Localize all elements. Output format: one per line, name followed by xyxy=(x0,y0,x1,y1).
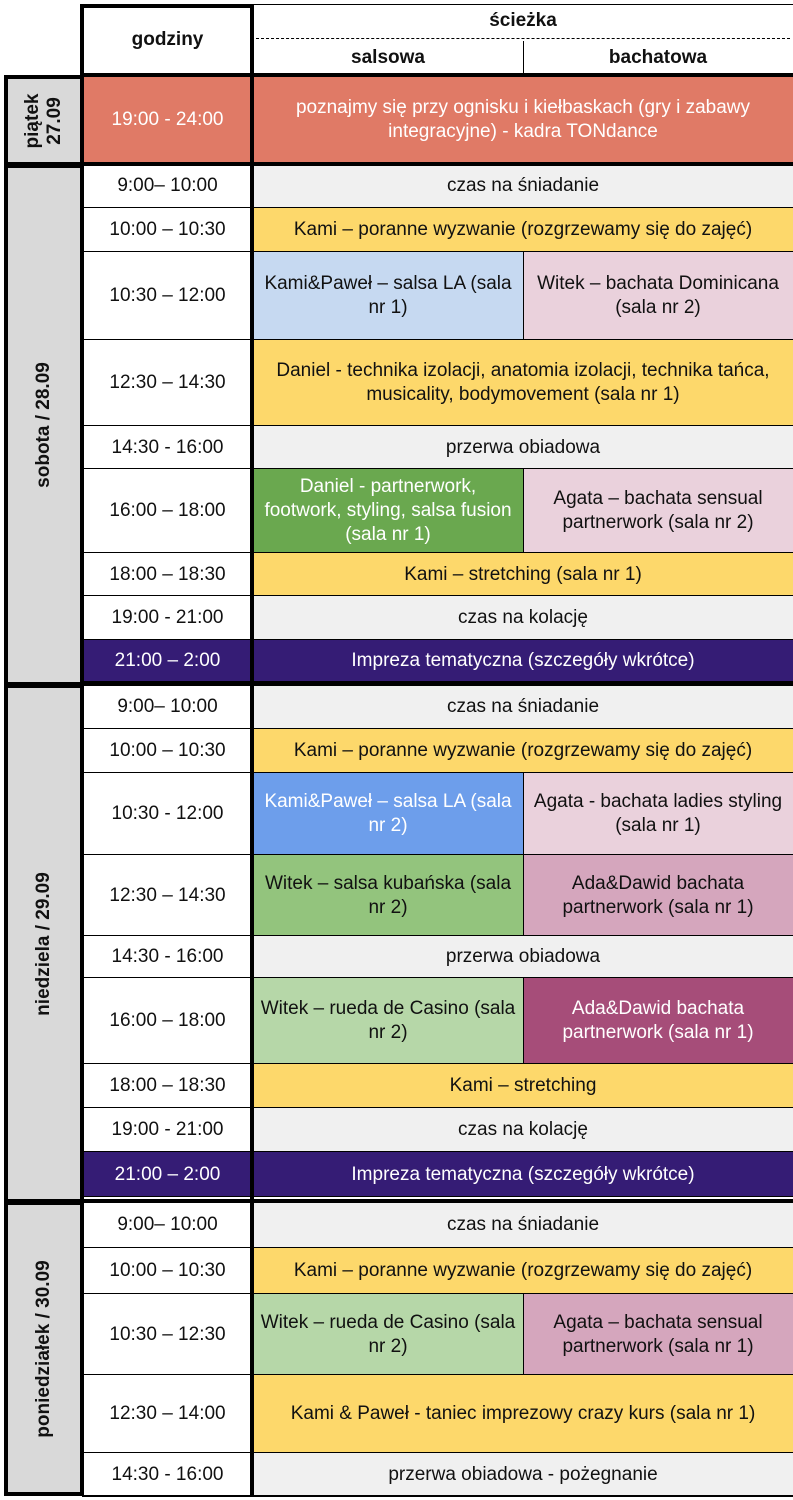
header-track: ścieżka xyxy=(489,10,557,31)
salsa-activity-cell: Witek – rueda de Casino (sala nr 2) xyxy=(253,978,523,1064)
track-divider xyxy=(523,978,524,1064)
time-cell: 21:00 – 2:00 xyxy=(82,640,253,682)
row-divider xyxy=(82,1496,793,1497)
activity-cell: Kami – poranne wyzwanie (rozgrzewamy się do zajęć) xyxy=(253,208,793,252)
salsa-activity-cell: Daniel - partnerwork, footwork, styling, salsa fusion (sala nr 1) xyxy=(253,469,523,553)
activity-cell: Impreza tematyczna (szczegóły wkrótce) xyxy=(253,1152,793,1197)
salsa-activity-cell: Witek – salsa kubańska (sala nr 2) xyxy=(253,855,523,936)
border-top-hours xyxy=(80,4,254,8)
time-cell: 12:30 – 14:30 xyxy=(82,340,253,426)
activity-cell: czas na kolację xyxy=(253,596,793,640)
activity-cell: poznajmy się przy ognisku i kiełbaskach (gry i zabawy integracyjne) - kadra TONdance xyxy=(253,75,793,164)
time-cell: 9:00– 10:00 xyxy=(82,1201,253,1248)
time-cell: 14:30 - 16:00 xyxy=(82,936,253,978)
bachata-activity-cell: Agata – bachata sensual partnerwork (sala nr 1) xyxy=(523,1294,793,1375)
time-cell: 9:00– 10:00 xyxy=(82,684,253,729)
time-cell: 12:30 – 14:00 xyxy=(82,1375,253,1453)
activity-cell: czas na kolację xyxy=(253,1108,793,1152)
salsa-activity-cell: Kami&Paweł – salsa LA (sala nr 2) xyxy=(253,773,523,855)
day-label-text: niedziela / 29.09 xyxy=(33,871,54,1016)
header-salsa: salsowa xyxy=(351,47,425,68)
border-day-3 xyxy=(4,1199,793,1203)
time-cell: 19:00 - 21:00 xyxy=(82,1108,253,1152)
border-bottom xyxy=(4,1495,793,1496)
salsa-activity-cell: Witek – rueda de Casino (sala nr 2) xyxy=(253,1294,523,1375)
bachata-activity-cell: Ada&Dawid bachata partnerwork (sala nr 1) xyxy=(523,978,793,1064)
day-label-text: sobota / 28.09 xyxy=(33,362,54,488)
border-left-time xyxy=(80,4,84,1496)
activity-cell: Kami & Paweł - taniec imprezowy crazy kurs (sala nr 1) xyxy=(253,1375,793,1453)
time-cell: 10:00 – 10:30 xyxy=(82,1248,253,1294)
time-cell: 14:30 - 16:00 xyxy=(82,1453,253,1497)
time-cell: 16:00 – 18:00 xyxy=(82,469,253,553)
activity-cell: Kami – poranne wyzwanie (rozgrzewamy się do zajęć) xyxy=(253,1248,793,1294)
day-label xyxy=(4,1201,84,1496)
border-left-activities xyxy=(250,4,254,1496)
border-top-track xyxy=(250,4,793,5)
day-label xyxy=(4,684,84,1203)
time-cell: 10:30 – 12:30 xyxy=(82,1294,253,1375)
track-divider xyxy=(523,252,524,340)
bachata-activity-cell: Agata - bachata ladies styling (sala nr 1) xyxy=(523,773,793,855)
activity-cell: czas na śniadanie xyxy=(253,1201,793,1248)
bachata-activity-cell: Witek – bachata Dominicana (sala nr 2) xyxy=(523,252,793,340)
activity-cell: Kami – stretching xyxy=(253,1064,793,1108)
header-column-divider xyxy=(523,41,524,74)
time-cell: 9:00– 10:00 xyxy=(82,164,253,208)
time-cell: 14:30 - 16:00 xyxy=(82,426,253,469)
bachata-activity-cell: Agata – bachata sensual partnerwork (sala nr 2) xyxy=(523,469,793,553)
activity-cell: Kami – stretching (sala nr 1) xyxy=(253,553,793,596)
time-cell: 10:30 – 12:00 xyxy=(82,252,253,340)
header-dashed-divider xyxy=(256,38,790,39)
time-cell: 19:00 - 21:00 xyxy=(82,596,253,640)
track-divider xyxy=(523,855,524,936)
day-label-text: poniedziałek / 30.09 xyxy=(33,1259,54,1438)
activity-cell: czas na śniadanie xyxy=(253,684,793,729)
row-divider xyxy=(82,1196,793,1197)
activity-cell: przerwa obiadowa - pożegnanie xyxy=(253,1453,793,1497)
activity-cell: przerwa obiadowa xyxy=(253,426,793,469)
activity-cell: przerwa obiadowa xyxy=(253,936,793,978)
track-divider xyxy=(523,1294,524,1375)
activity-cell: Daniel - technika izolacji, anatomia izolacji, technika tańca, musicality, bodymovement (sala nr 1) xyxy=(253,340,793,426)
header-hours: godziny xyxy=(131,29,204,50)
time-cell: 18:00 – 18:30 xyxy=(82,1064,253,1108)
salsa-activity-cell: Kami&Paweł – salsa LA (sala nr 1) xyxy=(253,252,523,340)
header-bachata: bachatowa xyxy=(608,47,708,68)
day-label-text: piątek 27.09 xyxy=(22,93,65,148)
activity-cell: Kami – poranne wyzwanie (rozgrzewamy się do zajęć) xyxy=(253,729,793,773)
time-cell: 12:30 – 14:30 xyxy=(82,855,253,936)
bachata-activity-cell: Ada&Dawid bachata partnerwork (sala nr 1) xyxy=(523,855,793,936)
border-header-bottom xyxy=(80,73,793,77)
track-divider xyxy=(523,773,524,855)
time-cell: 10:00 – 10:30 xyxy=(82,729,253,773)
border-day-1 xyxy=(4,162,793,166)
time-cell: 10:00 – 10:30 xyxy=(82,208,253,252)
day-label xyxy=(4,164,84,686)
border-day-2 xyxy=(4,682,793,686)
time-cell: 16:00 – 18:00 xyxy=(82,978,253,1064)
day-label xyxy=(4,75,84,166)
activity-cell: Impreza tematyczna (szczegóły wkrótce) xyxy=(253,640,793,682)
time-cell: 21:00 – 2:00 xyxy=(82,1152,253,1197)
track-divider xyxy=(523,469,524,553)
activity-cell: czas na śniadanie xyxy=(253,164,793,208)
time-cell: 18:00 – 18:30 xyxy=(82,553,253,596)
time-cell: 10:30 - 12:00 xyxy=(82,773,253,855)
time-cell: 19:00 - 24:00 xyxy=(82,75,253,164)
